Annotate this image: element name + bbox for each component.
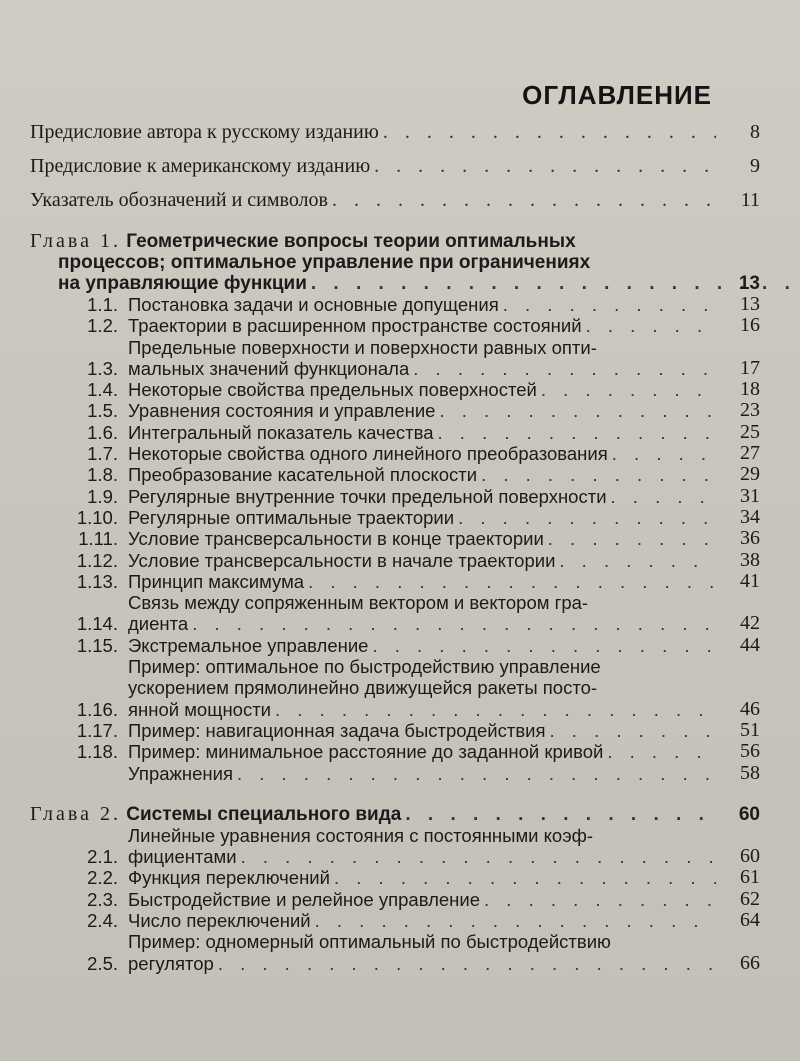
leader-dots — [484, 889, 716, 910]
leader-dots — [308, 571, 716, 592]
toc-chapter-1[interactable] — [30, 231, 760, 294]
section-title: Регулярные внутренние точки предельной поверхности — [128, 485, 607, 507]
section-title: диента — [128, 613, 189, 635]
section-title: Уравнения состояния и управление — [128, 400, 436, 422]
leader-dots — [439, 400, 716, 421]
section-number: 2.4. — [87, 910, 118, 932]
toc-section[interactable] — [30, 656, 760, 720]
page-number: 41 — [740, 569, 760, 592]
chapter-label: Глава 2. — [30, 802, 121, 825]
leader-dots — [405, 804, 716, 825]
section-title: янной мощности — [128, 698, 272, 720]
toc-entry-author-preface[interactable] — [30, 122, 760, 143]
section-title: регулятор — [128, 952, 214, 974]
toc-section[interactable] — [30, 867, 760, 888]
page-number: 42 — [740, 612, 760, 635]
section-number: 1.13. — [76, 570, 118, 592]
section-number: 1.14. — [76, 613, 118, 635]
page-number: 16 — [740, 314, 760, 337]
page-number: 56 — [740, 740, 760, 763]
toc-section[interactable] — [30, 741, 760, 762]
leader-dots — [559, 550, 716, 571]
section-title-line: Пример: оптимальное по быстродействию управление — [128, 656, 601, 678]
section-title-line: Линейные уравнения состояния с постоянными коэф- — [128, 824, 594, 846]
toc-entry-american-preface[interactable] — [30, 156, 760, 177]
chapter-label: Глава 1. — [30, 230, 121, 252]
page-number: 25 — [740, 420, 760, 443]
chapter-1-sections — [30, 294, 760, 784]
page-number: 13 — [740, 293, 760, 315]
page-number: 36 — [740, 527, 760, 550]
leader-dots — [586, 315, 716, 336]
leader-dots — [332, 190, 716, 211]
leader-dots — [541, 379, 716, 400]
toc-section[interactable] — [30, 337, 760, 380]
leader-dots — [275, 699, 716, 720]
entry-title: Предисловие автора к русскому изданию — [30, 121, 379, 143]
leader-dots — [315, 910, 716, 931]
section-title-line: ускорением прямолинейно движущейся ракеты посто- — [128, 677, 598, 699]
toc-section[interactable] — [30, 571, 760, 592]
leader-dots — [218, 953, 716, 974]
leader-dots — [481, 464, 716, 485]
section-number: 1.1. — [87, 294, 118, 315]
leader-dots — [383, 122, 716, 143]
toc-section[interactable] — [30, 379, 760, 400]
toc-section[interactable] — [30, 464, 760, 485]
section-number: 1.3. — [87, 357, 118, 379]
toc-chapter-2[interactable] — [30, 804, 760, 825]
section-number: 1.4. — [87, 379, 118, 401]
leader-dots — [374, 156, 716, 177]
page-number: 27 — [740, 442, 760, 465]
toc-section[interactable] — [30, 635, 760, 656]
toc-section[interactable] — [30, 931, 760, 974]
section-number: 1.11. — [78, 528, 118, 550]
leader-dots — [237, 763, 716, 784]
section-title: Экстремальное управление — [128, 634, 369, 656]
section-number: 1.15. — [76, 634, 118, 656]
section-number: 1.16. — [76, 698, 118, 720]
section-title: Преобразование касательной плоскости — [128, 464, 478, 486]
leader-dots — [241, 846, 716, 867]
toc-section[interactable] — [30, 720, 760, 741]
page-number: 17 — [740, 356, 760, 379]
section-number: 1.2. — [87, 315, 118, 337]
toc-section[interactable] — [30, 889, 760, 910]
page-number: 11 — [740, 189, 760, 211]
page-number: 64 — [740, 909, 760, 932]
page-number: 46 — [740, 697, 760, 720]
page-number: 31 — [740, 484, 760, 507]
leader-dots — [438, 422, 716, 443]
toc-section[interactable] — [30, 910, 760, 931]
toc-section[interactable] — [30, 315, 760, 336]
toc-section[interactable] — [30, 528, 760, 549]
leader-dots — [372, 635, 716, 656]
section-title-line: Связь между сопряженным вектором и вектором гра- — [128, 592, 589, 614]
page-number: 61 — [740, 866, 760, 889]
chapter-2-sections — [30, 825, 760, 974]
section-number: 2.3. — [87, 888, 118, 910]
toc-section[interactable] — [30, 763, 760, 784]
page-number: 9 — [750, 155, 760, 177]
section-title-line: Предельные поверхности и поверхности равных опти- — [128, 336, 597, 358]
section-number: 1.8. — [87, 464, 118, 486]
leader-dots — [550, 720, 716, 741]
toc-section[interactable] — [30, 486, 760, 507]
page-number: 18 — [740, 378, 760, 401]
leader-dots — [607, 741, 716, 762]
leader-dots — [458, 507, 716, 528]
leader-dots — [611, 486, 716, 507]
page-number: 51 — [740, 718, 760, 741]
toc-section[interactable] — [30, 400, 760, 421]
section-title: Регулярные оптимальные траектории — [128, 506, 455, 528]
section-title: Упражнения — [128, 762, 233, 784]
leader-dots — [548, 528, 716, 549]
section-title: Некоторые свойства предельных поверхностей — [128, 379, 537, 401]
toc-section[interactable] — [30, 422, 760, 443]
leader-dots — [413, 358, 716, 379]
toc-section[interactable] — [30, 592, 760, 635]
page-number: 34 — [740, 505, 760, 528]
section-number: 1.9. — [87, 485, 118, 507]
section-title: Интегральный показатель качества — [128, 421, 434, 443]
section-title: Пример: навигационная задача быстродействия — [128, 719, 546, 741]
section-number: 1.12. — [76, 549, 118, 571]
page-number: 29 — [740, 463, 760, 486]
toc-section[interactable] — [30, 825, 760, 868]
section-number: 1.6. — [87, 421, 118, 443]
page-number: 66 — [740, 951, 760, 974]
toc-section[interactable] — [30, 550, 760, 571]
section-title: Некоторые свойства одного линейного преобразования — [128, 443, 608, 465]
section-title: Пример: минимальное расстояние до заданной кривой — [128, 741, 604, 763]
chapter-title-line: процессов; оптимальное управление при ограничениях — [58, 252, 591, 273]
toc-section[interactable] — [30, 443, 760, 464]
section-title: Постановка задачи и основные допущения — [128, 294, 499, 315]
leader-dots — [334, 867, 716, 888]
page-number: 60 — [740, 845, 760, 868]
leader-dots — [612, 443, 716, 464]
page-number: 13 — [738, 273, 760, 294]
toc-section[interactable] — [30, 507, 760, 528]
table-of-contents — [30, 122, 760, 974]
leader-dots — [503, 294, 716, 315]
section-number: 2.2. — [87, 867, 118, 889]
section-number: 1.17. — [76, 719, 118, 741]
section-title: Условие трансверсальности в конце траектории — [128, 528, 544, 550]
page-number: 8 — [750, 121, 760, 143]
page-number: 38 — [740, 548, 760, 571]
section-number: 1.18. — [76, 741, 118, 763]
page-number: 58 — [740, 761, 760, 784]
section-title: мальных значений функционала — [128, 357, 410, 379]
section-number: 1.5. — [87, 400, 118, 422]
section-number: 1.10. — [76, 506, 118, 528]
section-title: Принцип максимума — [128, 570, 305, 592]
entry-title: Указатель обозначений и символов — [30, 189, 328, 211]
toc-section[interactable] — [30, 294, 760, 315]
page-heading: ОГЛАВЛЕНИЕ — [522, 80, 712, 110]
page-number: 60 — [738, 803, 760, 825]
toc-entry-symbols-index[interactable] — [30, 190, 760, 211]
entry-title: Предисловие к американскому изданию — [30, 155, 371, 177]
page-number: 44 — [740, 633, 760, 656]
chapter-title-line: на управляющие функции — [58, 273, 307, 294]
page-number: 23 — [740, 399, 760, 422]
leader-dots — [192, 613, 716, 634]
section-title: фициентами — [128, 846, 237, 868]
section-title: Траектории в расширенном пространстве состояний — [128, 315, 582, 337]
section-title: Условие трансверсальности в начале траектории — [128, 549, 556, 571]
section-number: 1.7. — [87, 443, 118, 465]
chapter-title-line: Геометрические вопросы теории оптимальных — [126, 231, 576, 252]
section-title: Быстродействие и релейное управление — [128, 888, 481, 910]
page-number: 62 — [740, 887, 760, 910]
section-number: 2.5. — [87, 952, 118, 974]
section-title-line: Пример: одномерный оптимальный по быстродействию — [128, 931, 611, 953]
section-number: 2.1. — [87, 846, 118, 868]
section-title: Функция переключений — [128, 867, 330, 889]
chapter-title: Системы специального вида — [126, 803, 402, 825]
section-title: Число переключений — [128, 910, 311, 932]
